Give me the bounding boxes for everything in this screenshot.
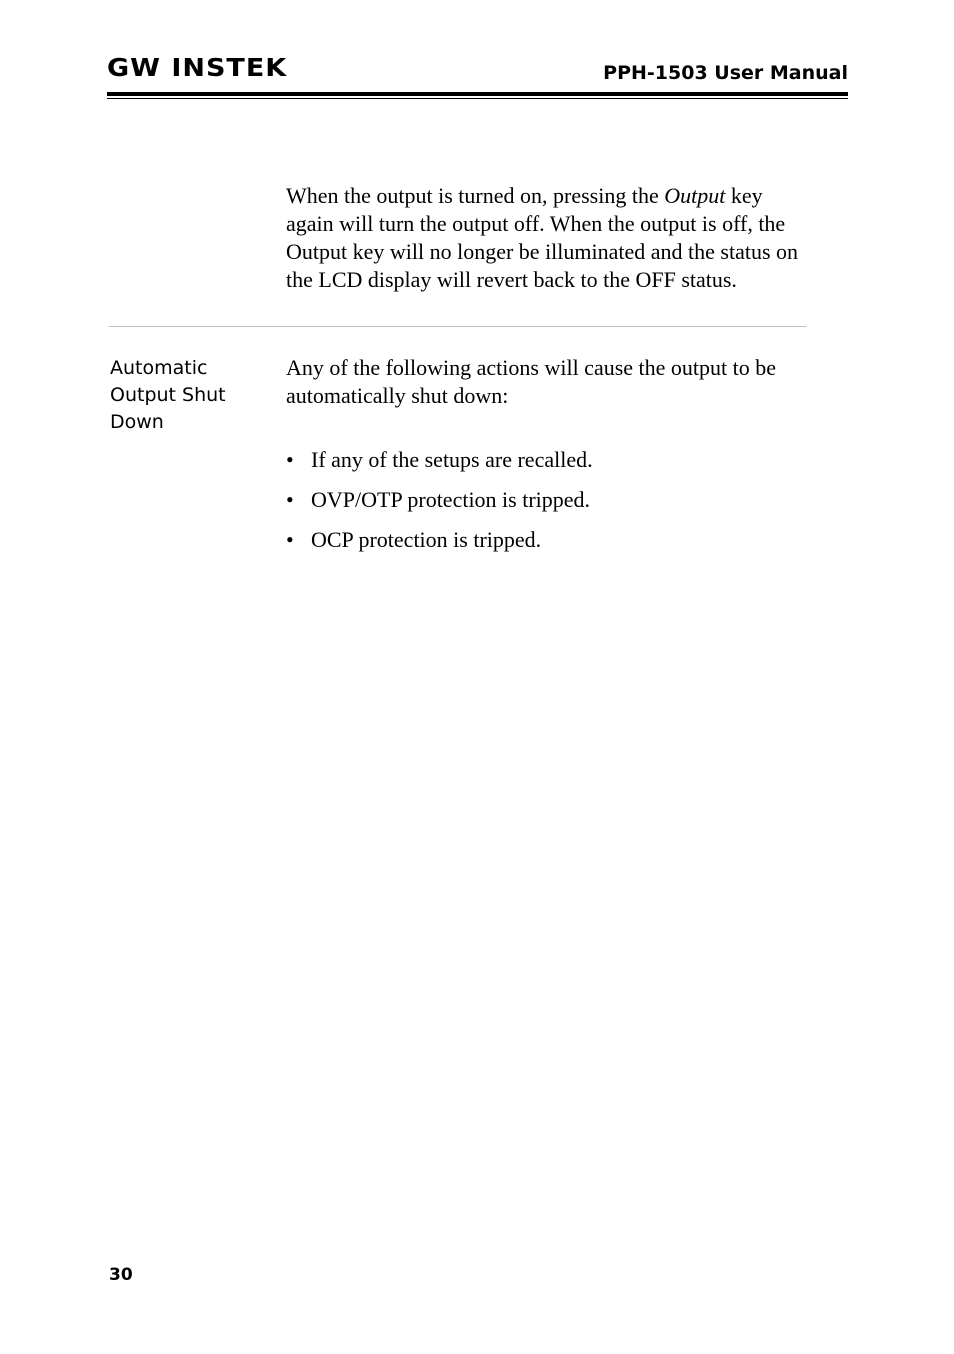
list-item-text: OVP/OTP protection is tripped. bbox=[311, 487, 591, 512]
output-key-italic: Output bbox=[664, 183, 726, 208]
list-item bbox=[286, 446, 806, 486]
page-header bbox=[107, 50, 848, 98]
paragraph-text-end: key again will turn the output off. When the output is off, the Output key will no longer be illuminated and the status on the LCD display will revert back to the OFF status. bbox=[286, 183, 799, 292]
auto-shutdown-intro: Any of the following actions will cause the output to be automatically shut down: bbox=[286, 355, 777, 408]
bullet-icon: • bbox=[286, 487, 294, 512]
section-divider bbox=[109, 326, 806, 327]
list-item bbox=[286, 526, 806, 566]
shutdown-conditions-list bbox=[286, 446, 806, 566]
list-item-text: If any of the setups are recalled. bbox=[311, 447, 593, 472]
bullet-icon: • bbox=[286, 527, 294, 552]
list-item bbox=[286, 486, 806, 526]
document-title: PPH-1503 User Manual bbox=[603, 62, 848, 84]
paragraph-text-start: When the output is turned on, pressing the bbox=[286, 183, 665, 208]
header-rule-thick bbox=[107, 92, 848, 96]
output-off-paragraph bbox=[286, 182, 806, 294]
bullet-icon: • bbox=[286, 447, 294, 472]
list-item-text: OCP protection is tripped. bbox=[311, 527, 542, 552]
section-label-auto-shutdown: Automatic Output Shut Down bbox=[110, 357, 226, 433]
header-rule-thin bbox=[107, 98, 848, 99]
page-number: 30 bbox=[109, 1265, 133, 1285]
gw-instek-logo: GW INSTEK bbox=[107, 54, 288, 83]
